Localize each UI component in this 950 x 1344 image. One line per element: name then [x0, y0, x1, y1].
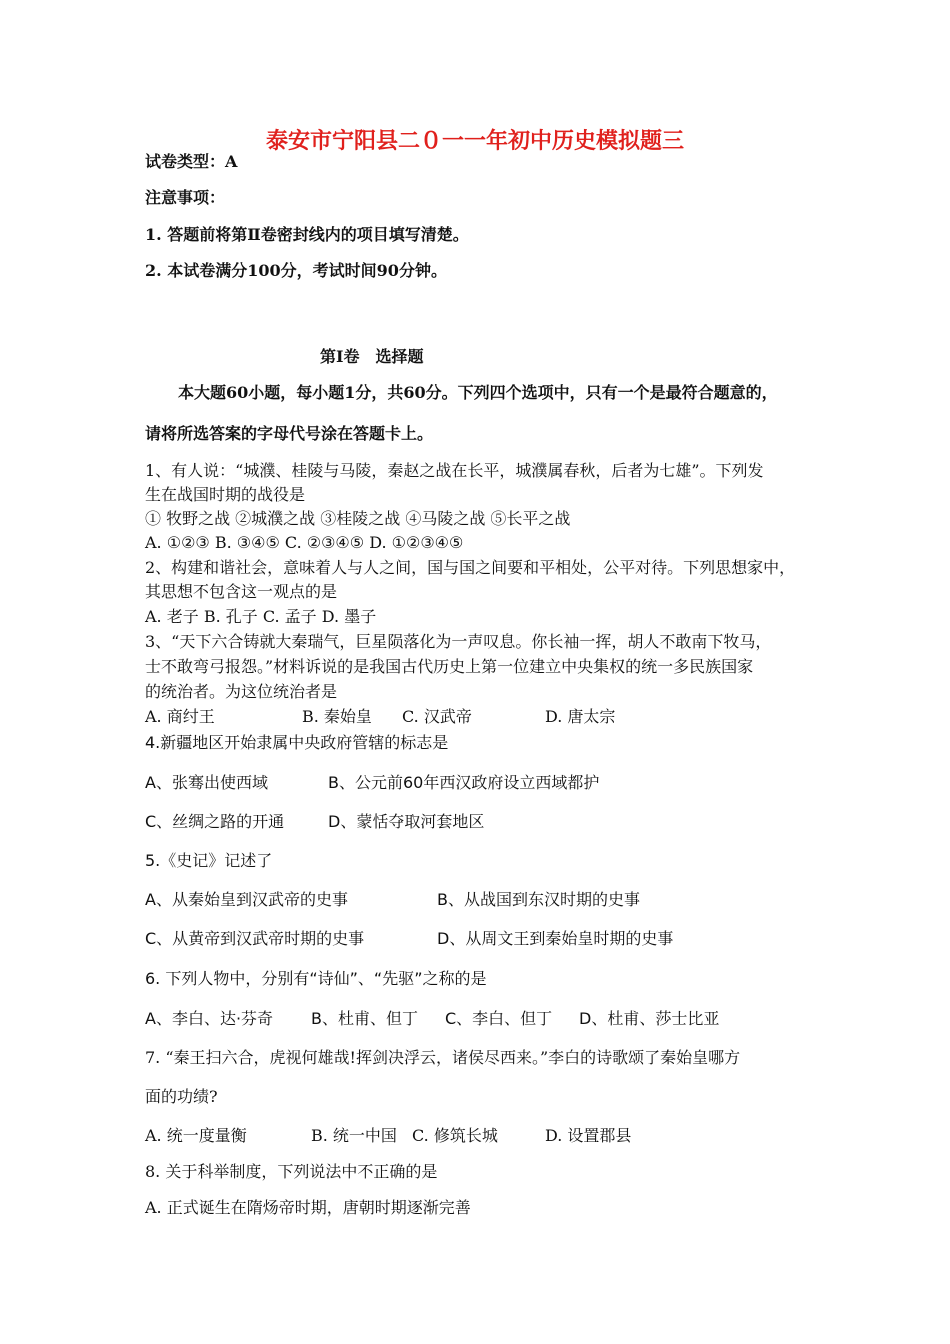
q2-stem-line1: 2、构建和谐社会，意味着人与人之间，国与国之间要和平相处，公平对待。下列思想家中，	[145, 558, 796, 577]
q3-stem-line1: 3、“天下六合铸就大秦瑞气，巨星陨落化为一声叹息。你长袖一挥，胡人不敢南下牧马，	[145, 632, 772, 651]
q4-option-a: A、张骞出使西域	[145, 773, 268, 792]
section-instruction-1: 本大题60小题，每小题1分，共60分。下列四个选项中，只有一个是最符合题意的，	[178, 383, 778, 402]
q3-stem-line2: 士不敢弯弓报怨。”材料诉说的是我国古代历史上第一位建立中央集权的统一多民族国家	[145, 657, 754, 676]
section-heading: 第Ⅰ卷 选择题	[320, 347, 424, 366]
q4-stem: 4.新疆地区开始隶属中央政府管辖的标志是	[145, 733, 449, 752]
q3-option-c: C. 汉武帝	[402, 707, 472, 726]
q7-stem-line2: 面的功绩?	[145, 1087, 218, 1106]
q8-stem: 8. 关于科举制度，下列说法中不正确的是	[145, 1162, 438, 1181]
paper-type: 试卷类型：A	[145, 152, 238, 171]
q3-stem-line3: 的统治者。为这位统治者是	[145, 682, 338, 701]
q3-option-a: A. 商纣王	[145, 707, 215, 726]
q6-option-d: D、杜甫、莎士比亚	[579, 1009, 720, 1028]
q4-option-d: D、蒙恬夺取河套地区	[328, 812, 485, 831]
note-2: 2. 本试卷满分100分，考试时间90分钟。	[145, 261, 447, 280]
q3-option-d: D. 唐太宗	[545, 707, 616, 726]
q6-option-b: B、杜甫、但丁	[311, 1009, 418, 1028]
q5-stem: 5.《史记》记述了	[145, 851, 273, 870]
page-title: 泰安市宁阳县二０一一年初中历史模拟题三	[265, 129, 684, 154]
q7-stem-line1: 7. “秦王扫六合，虎视何雄哉!挥剑决浮云，诸侯尽西来。”李白的诗歌颂了秦始皇哪方	[145, 1048, 741, 1067]
q5-option-a: A、从秦始皇到汉武帝的史事	[145, 890, 348, 909]
q7-option-a: A. 统一度量衡	[145, 1126, 247, 1145]
q7-option-d: D. 设置郡县	[545, 1126, 632, 1145]
q2-stem-line2: 其思想不包含这一观点的是	[145, 582, 338, 601]
q2-options: A. 老子 B. 孔子 C. 孟子 D. 墨子	[145, 607, 377, 626]
section-instruction-2: 请将所选答案的字母代号涂在答题卡上。	[145, 424, 434, 443]
q5-option-b: B、从战国到东汉时期的史事	[437, 890, 640, 909]
q6-stem: 6. 下列人物中，分别有“诗仙”、“先驱”之称的是	[145, 969, 487, 988]
q1-choices: ① 牧野之战 ②城濮之战 ③桂陵之战 ④马陵之战 ⑤长平之战	[145, 509, 571, 528]
notes-label: 注意事项：	[145, 188, 226, 207]
q8-option-a: A. 正式诞生在隋炀帝时期，唐朝时期逐渐完善	[145, 1198, 471, 1217]
q3-option-b: B. 秦始皇	[302, 707, 372, 726]
q1-options: A. ①②③ B. ③④⑤ C. ②③④⑤ D. ①②③④⑤	[145, 533, 464, 552]
q4-option-b: B、公元前60年西汉政府设立西域都护	[328, 773, 600, 792]
note-1: 1. 答题前将第Ⅱ卷密封线内的项目填写清楚。	[145, 225, 469, 244]
q1-stem-line2: 生在战国时期的战役是	[145, 485, 306, 504]
q5-option-c: C、从黄帝到汉武帝时期的史事	[145, 929, 365, 948]
q6-option-a: A、李白、达·芬奇	[145, 1009, 274, 1028]
q1-stem-line1: 1、有人说：“城濮、桂陵与马陵，秦赵之战在长平，城濮属春秋，后者为七雄”。下列发	[145, 461, 764, 480]
q6-option-c: C、李白、但丁	[445, 1009, 553, 1028]
q4-option-c: C、丝绸之路的开通	[145, 812, 285, 831]
q7-option-b: B. 统一中国	[311, 1126, 397, 1145]
q5-option-d: D、从周文王到秦始皇时期的史事	[437, 929, 674, 948]
q7-option-c: C. 修筑长城	[412, 1126, 498, 1145]
